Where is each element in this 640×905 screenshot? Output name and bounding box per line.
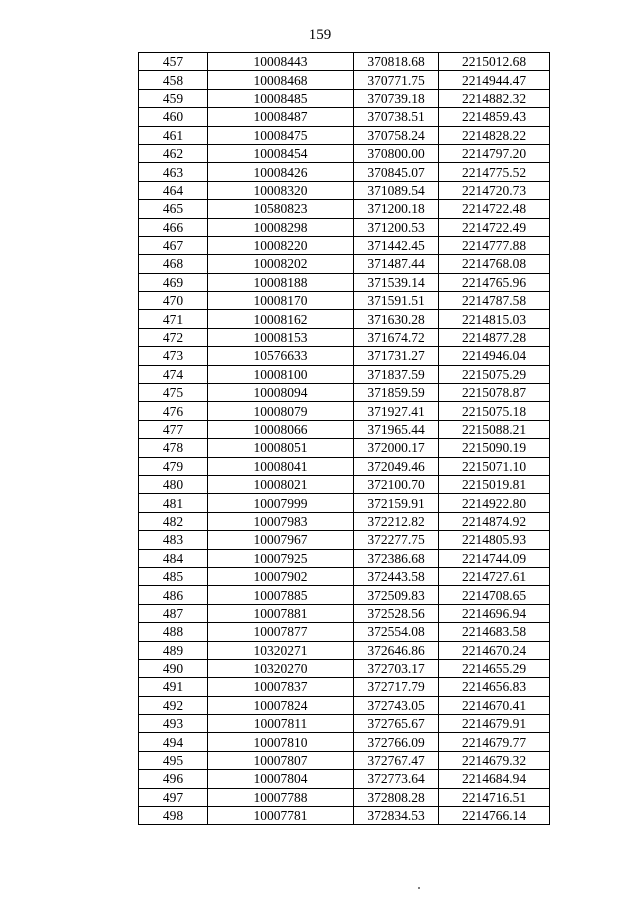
y-coordinate-cell: 2214944.47 — [439, 71, 550, 89]
point-number-cell: 497 — [139, 788, 208, 806]
table-row — [139, 255, 550, 273]
y-coordinate-cell: 2215088.21 — [439, 420, 550, 438]
y-coordinate-cell: 2214874.92 — [439, 512, 550, 530]
point-number-cell: 470 — [139, 292, 208, 310]
point-id-cell: 10008443 — [208, 53, 354, 71]
y-coordinate-cell: 2215078.87 — [439, 384, 550, 402]
x-coordinate-cell: 372159.91 — [354, 494, 439, 512]
table-row — [139, 604, 550, 622]
y-coordinate-cell: 2215019.81 — [439, 475, 550, 493]
point-number-cell: 490 — [139, 659, 208, 677]
table-row — [139, 53, 550, 71]
table-row — [139, 144, 550, 162]
x-coordinate-cell: 372212.82 — [354, 512, 439, 530]
point-id-cell: 10008021 — [208, 475, 354, 493]
coordinates-table — [138, 52, 550, 825]
point-number-cell: 495 — [139, 751, 208, 769]
table-row — [139, 126, 550, 144]
point-id-cell: 10007925 — [208, 549, 354, 567]
x-coordinate-cell: 372443.58 — [354, 567, 439, 585]
point-id-cell: 10007967 — [208, 531, 354, 549]
point-number-cell: 469 — [139, 273, 208, 291]
point-number-cell: 458 — [139, 71, 208, 89]
point-number-cell: 493 — [139, 715, 208, 733]
x-coordinate-cell: 372000.17 — [354, 439, 439, 457]
x-coordinate-cell: 371859.59 — [354, 384, 439, 402]
point-id-cell: 10007881 — [208, 604, 354, 622]
table-row — [139, 531, 550, 549]
x-coordinate-cell: 371539.14 — [354, 273, 439, 291]
point-number-cell: 494 — [139, 733, 208, 751]
point-id-cell: 10008220 — [208, 236, 354, 254]
point-number-cell: 479 — [139, 457, 208, 475]
table-row — [139, 457, 550, 475]
point-id-cell: 10007824 — [208, 696, 354, 714]
point-id-cell: 10008485 — [208, 89, 354, 107]
table-row — [139, 807, 550, 825]
point-number-cell: 481 — [139, 494, 208, 512]
point-id-cell: 10007810 — [208, 733, 354, 751]
point-id-cell: 10008041 — [208, 457, 354, 475]
y-coordinate-cell: 2215090.19 — [439, 439, 550, 457]
x-coordinate-cell: 371089.54 — [354, 181, 439, 199]
point-id-cell: 10007788 — [208, 788, 354, 806]
y-coordinate-cell: 2214768.08 — [439, 255, 550, 273]
point-id-cell: 10580823 — [208, 200, 354, 218]
point-number-cell: 471 — [139, 310, 208, 328]
y-coordinate-cell: 2215012.68 — [439, 53, 550, 71]
point-id-cell: 10007811 — [208, 715, 354, 733]
point-id-cell: 10008454 — [208, 144, 354, 162]
y-coordinate-cell: 2214722.48 — [439, 200, 550, 218]
table-row — [139, 696, 550, 714]
x-coordinate-cell: 371731.27 — [354, 347, 439, 365]
point-number-cell: 480 — [139, 475, 208, 493]
page-number: 159 — [308, 27, 332, 43]
point-id-cell: 10008051 — [208, 439, 354, 457]
point-number-cell: 467 — [139, 236, 208, 254]
x-coordinate-cell: 371965.44 — [354, 420, 439, 438]
table-row — [139, 328, 550, 346]
point-id-cell: 10008066 — [208, 420, 354, 438]
table-row — [139, 71, 550, 89]
table-row — [139, 89, 550, 107]
point-number-cell: 473 — [139, 347, 208, 365]
scan-speck — [418, 887, 420, 889]
point-number-cell: 460 — [139, 108, 208, 126]
point-number-cell: 466 — [139, 218, 208, 236]
y-coordinate-cell: 2214679.91 — [439, 715, 550, 733]
y-coordinate-cell: 2215071.10 — [439, 457, 550, 475]
table-row — [139, 512, 550, 530]
y-coordinate-cell: 2215075.29 — [439, 365, 550, 383]
table-row — [139, 715, 550, 733]
table-row — [139, 273, 550, 291]
point-number-cell: 477 — [139, 420, 208, 438]
x-coordinate-cell: 371487.44 — [354, 255, 439, 273]
point-number-cell: 486 — [139, 586, 208, 604]
table-row — [139, 384, 550, 402]
table-row — [139, 623, 550, 641]
point-number-cell: 487 — [139, 604, 208, 622]
y-coordinate-cell: 2214766.14 — [439, 807, 550, 825]
point-number-cell: 482 — [139, 512, 208, 530]
y-coordinate-cell: 2214805.93 — [439, 531, 550, 549]
point-id-cell: 10008153 — [208, 328, 354, 346]
y-coordinate-cell: 2214683.58 — [439, 623, 550, 641]
y-coordinate-cell: 2215075.18 — [439, 402, 550, 420]
point-id-cell: 10007837 — [208, 678, 354, 696]
point-number-cell: 459 — [139, 89, 208, 107]
point-id-cell: 10320271 — [208, 641, 354, 659]
x-coordinate-cell: 370758.24 — [354, 126, 439, 144]
table-row — [139, 733, 550, 751]
y-coordinate-cell: 2214815.03 — [439, 310, 550, 328]
x-coordinate-cell: 372509.83 — [354, 586, 439, 604]
table-row — [139, 770, 550, 788]
point-number-cell: 489 — [139, 641, 208, 659]
y-coordinate-cell: 2214708.65 — [439, 586, 550, 604]
x-coordinate-cell: 372646.86 — [354, 641, 439, 659]
x-coordinate-cell: 372765.67 — [354, 715, 439, 733]
point-id-cell: 10008094 — [208, 384, 354, 402]
point-number-cell: 461 — [139, 126, 208, 144]
x-coordinate-cell: 372773.64 — [354, 770, 439, 788]
x-coordinate-cell: 370800.00 — [354, 144, 439, 162]
y-coordinate-cell: 2214787.58 — [439, 292, 550, 310]
table-row — [139, 659, 550, 677]
point-number-cell: 475 — [139, 384, 208, 402]
y-coordinate-cell: 2214922.80 — [439, 494, 550, 512]
coordinates-table-body — [139, 53, 550, 825]
point-id-cell: 10007804 — [208, 770, 354, 788]
x-coordinate-cell: 372767.47 — [354, 751, 439, 769]
y-coordinate-cell: 2214775.52 — [439, 163, 550, 181]
point-id-cell: 10007885 — [208, 586, 354, 604]
point-id-cell: 10007983 — [208, 512, 354, 530]
y-coordinate-cell: 2214679.77 — [439, 733, 550, 751]
point-id-cell: 10320270 — [208, 659, 354, 677]
point-id-cell: 10008475 — [208, 126, 354, 144]
y-coordinate-cell: 2214679.32 — [439, 751, 550, 769]
point-id-cell: 10008079 — [208, 402, 354, 420]
table-row — [139, 200, 550, 218]
table-row — [139, 678, 550, 696]
x-coordinate-cell: 370818.68 — [354, 53, 439, 71]
table-row — [139, 751, 550, 769]
point-id-cell: 10008320 — [208, 181, 354, 199]
y-coordinate-cell: 2214828.22 — [439, 126, 550, 144]
x-coordinate-cell: 370738.51 — [354, 108, 439, 126]
y-coordinate-cell: 2214727.61 — [439, 567, 550, 585]
point-id-cell: 10576633 — [208, 347, 354, 365]
table-row — [139, 218, 550, 236]
table-row — [139, 420, 550, 438]
x-coordinate-cell: 372743.05 — [354, 696, 439, 714]
y-coordinate-cell: 2214716.51 — [439, 788, 550, 806]
table-row — [139, 788, 550, 806]
point-number-cell: 492 — [139, 696, 208, 714]
table-row — [139, 310, 550, 328]
y-coordinate-cell: 2214877.28 — [439, 328, 550, 346]
point-number-cell: 483 — [139, 531, 208, 549]
x-coordinate-cell: 372277.75 — [354, 531, 439, 549]
y-coordinate-cell: 2214684.94 — [439, 770, 550, 788]
y-coordinate-cell: 2214655.29 — [439, 659, 550, 677]
x-coordinate-cell: 372049.46 — [354, 457, 439, 475]
y-coordinate-cell: 2214744.09 — [439, 549, 550, 567]
x-coordinate-cell: 371674.72 — [354, 328, 439, 346]
x-coordinate-cell: 372717.79 — [354, 678, 439, 696]
point-number-cell: 484 — [139, 549, 208, 567]
x-coordinate-cell: 371200.18 — [354, 200, 439, 218]
point-id-cell: 10008487 — [208, 108, 354, 126]
x-coordinate-cell: 372100.70 — [354, 475, 439, 493]
y-coordinate-cell: 2214765.96 — [439, 273, 550, 291]
point-number-cell: 472 — [139, 328, 208, 346]
point-id-cell: 10008170 — [208, 292, 354, 310]
point-number-cell: 457 — [139, 53, 208, 71]
point-id-cell: 10007877 — [208, 623, 354, 641]
point-id-cell: 10007807 — [208, 751, 354, 769]
point-number-cell: 488 — [139, 623, 208, 641]
point-number-cell: 498 — [139, 807, 208, 825]
y-coordinate-cell: 2214656.83 — [439, 678, 550, 696]
point-id-cell: 10008162 — [208, 310, 354, 328]
point-number-cell: 474 — [139, 365, 208, 383]
point-id-cell: 10008188 — [208, 273, 354, 291]
point-number-cell: 464 — [139, 181, 208, 199]
y-coordinate-cell: 2214777.88 — [439, 236, 550, 254]
point-number-cell: 491 — [139, 678, 208, 696]
x-coordinate-cell: 372834.53 — [354, 807, 439, 825]
table-row — [139, 236, 550, 254]
x-coordinate-cell: 372386.68 — [354, 549, 439, 567]
y-coordinate-cell: 2214670.24 — [439, 641, 550, 659]
point-number-cell: 476 — [139, 402, 208, 420]
point-number-cell: 496 — [139, 770, 208, 788]
point-id-cell: 10008100 — [208, 365, 354, 383]
point-number-cell: 485 — [139, 567, 208, 585]
table-row — [139, 549, 550, 567]
table-row — [139, 494, 550, 512]
x-coordinate-cell: 371442.45 — [354, 236, 439, 254]
table-row — [139, 586, 550, 604]
x-coordinate-cell: 370739.18 — [354, 89, 439, 107]
point-id-cell: 10008468 — [208, 71, 354, 89]
table-row — [139, 567, 550, 585]
table-row — [139, 641, 550, 659]
table-row — [139, 163, 550, 181]
point-id-cell: 10008426 — [208, 163, 354, 181]
y-coordinate-cell: 2214797.20 — [439, 144, 550, 162]
point-id-cell: 10008202 — [208, 255, 354, 273]
x-coordinate-cell: 371837.59 — [354, 365, 439, 383]
table-row — [139, 365, 550, 383]
y-coordinate-cell: 2214722.49 — [439, 218, 550, 236]
y-coordinate-cell: 2214670.41 — [439, 696, 550, 714]
point-id-cell: 10007781 — [208, 807, 354, 825]
table-row — [139, 292, 550, 310]
x-coordinate-cell: 370771.75 — [354, 71, 439, 89]
table-row — [139, 439, 550, 457]
point-number-cell: 463 — [139, 163, 208, 181]
x-coordinate-cell: 371630.28 — [354, 310, 439, 328]
x-coordinate-cell: 372766.09 — [354, 733, 439, 751]
x-coordinate-cell: 372554.08 — [354, 623, 439, 641]
point-id-cell: 10007999 — [208, 494, 354, 512]
table-row — [139, 181, 550, 199]
x-coordinate-cell: 370845.07 — [354, 163, 439, 181]
y-coordinate-cell: 2214882.32 — [439, 89, 550, 107]
table-row — [139, 347, 550, 365]
table-row — [139, 402, 550, 420]
point-number-cell: 465 — [139, 200, 208, 218]
x-coordinate-cell: 372703.17 — [354, 659, 439, 677]
x-coordinate-cell: 371591.51 — [354, 292, 439, 310]
x-coordinate-cell: 372808.28 — [354, 788, 439, 806]
point-number-cell: 478 — [139, 439, 208, 457]
point-id-cell: 10007902 — [208, 567, 354, 585]
y-coordinate-cell: 2214696.94 — [439, 604, 550, 622]
y-coordinate-cell: 2214859.43 — [439, 108, 550, 126]
x-coordinate-cell: 371200.53 — [354, 218, 439, 236]
table-row — [139, 475, 550, 493]
point-id-cell: 10008298 — [208, 218, 354, 236]
y-coordinate-cell: 2214720.73 — [439, 181, 550, 199]
y-coordinate-cell: 2214946.04 — [439, 347, 550, 365]
x-coordinate-cell: 372528.56 — [354, 604, 439, 622]
table-row — [139, 108, 550, 126]
point-number-cell: 462 — [139, 144, 208, 162]
point-number-cell: 468 — [139, 255, 208, 273]
x-coordinate-cell: 371927.41 — [354, 402, 439, 420]
